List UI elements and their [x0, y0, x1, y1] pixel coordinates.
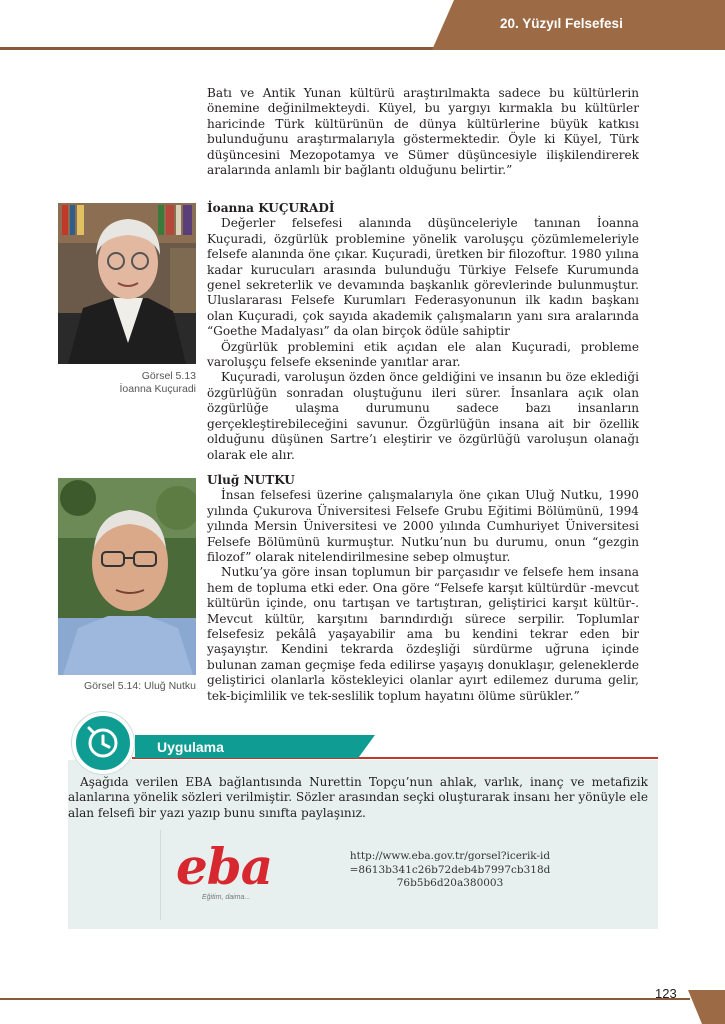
- uygulama-text: Aşağıda verilen EBA bağlantısında Nurettin Topçu’nun ahlak, varlık, inanç ve metafizik alanlarına yönelik sözleri verilmiştir. Sözler arasından seçki oluşturarak insanı her yönüyle ele alan felsefi bir yazı yazıp bunu sınıfta paylaşınız.: [68, 775, 648, 820]
- kucuradi-paragraph-1: Değerler felsefesi alanında düşünceleriyle tanınan İoanna Kuçuradi, özgürlük problemine yönelik varoluşçu çözümlemeleriyle felsefe alanında öne çıkar. Kuçuradi, üretken bir filozoftur. 1980 yılına kadar kurucuları arasında bulunduğu Türkiye Felsefe Kurumunda genel sekreterlik ve devamında başkanlık görevlerinde bulunmuştur. Uluslararası Felsefe Kurumları Federasyonunun ilk kadın başkanı olan Kuçuradi, çok sayıda akademik çalışmaların yanı sıra aralarında “Goethe Madalyası” da olan birçok ödüle sahiptir: [207, 216, 639, 339]
- kucuradi-paragraph-2: Özgürlük problemini etik açıdan ele alan Kuçuradi, probleme varoluşçu felsefe ekseninde yanıtlar arar.: [207, 339, 639, 370]
- kucuradi-caption-name: İoanna Kuçuradi: [119, 383, 196, 395]
- nutku-caption: Görsel 5.14: Uluğ Nutku: [83, 680, 196, 692]
- footer-rule: [0, 998, 690, 1000]
- eba-logo-wordmark: eba: [176, 837, 273, 896]
- chapter-title: 20. Yüzyıl Felsefesi: [500, 16, 623, 31]
- intro-text-block: [207, 86, 639, 178]
- uygulama-label: Uygulama: [157, 739, 224, 755]
- nutku-heading: Uluğ NUTKU: [207, 473, 295, 487]
- kucuradi-caption: [58, 370, 196, 396]
- eba-logo-tagline: Eğitim, daima...: [202, 894, 251, 901]
- eba-link-line-2: =8613b341c26b72deb4b7997cb318d: [349, 863, 551, 876]
- clock-icon: [76, 716, 130, 770]
- nutku-paragraph-2: Nutku’ya göre insan toplumun bir parçasıdır ve felsefe hem insana hem de topluma etki eder. Ona göre “Felsefe karşıt kültürdür -mevcut kültürün içinde, onu tartışan ve tartıştıran, geliştirici karşıt kültür-. Mevcut kültür, karşıtını barındırdığı sürece serpilir. Toplumlar felsefesiz pekâlâ yaşayabilir ama bu kendini tekrar eden bir yaşayıştır. Kendini tekrarda özdeşliği sürdürme uğruna içinde bulunan zaman geçmişe feda edilirse yaşayış donuklaşır, geleneklerde geliştirici olanlarla köstekleyici olanlar ayırt edilemez duruma gelir, tek-biçimlilik ve tek-seslilik toplum hayatını ölüme sürükler.”: [207, 565, 639, 703]
- kucuradi-photo: [58, 203, 196, 364]
- kucuradi-paragraph-3: Kuçuradi, varoluşun özden önce geldiğini ve insanın bu öze eklediği özgürlüğün sonradan oluştuğunu ileri sürer. İnsanlara açık olan özgürlüğe ulaşma durumunu sadece bazı insanların gerçekleştirebileceğini savunur. Özgürlüğün insana ait bir özellik olduğunu düşünen Sartre’ı eleştirir ve özgürlüğü varoluşun olanağı olarak ele alır.: [207, 370, 639, 462]
- eba-link-line-3: 76b5b6d20a380003: [396, 877, 504, 889]
- eba-link[interactable]: [345, 850, 555, 891]
- intro-paragraph: Batı ve Antik Yunan kültürü araştırılmakta sadece bu kültürlerin önemine değinilmekteydi. Küyel, bu yargıyı kırmakla bu kültürler haricinde Türk kültürünün de dünya kültürlerine büyük katkısı bulunduğunu araştırmalarıyla göstermektedir. Öyle ki Küyel, Türk düşüncesini Mezopotamya ve Sümer düşüncesiyle ilişkilendirerek aralarında anlamlı bir bağlantı olduğunu belirtir.”: [207, 86, 639, 178]
- uygulama-badge: [72, 712, 134, 774]
- nutku-paragraph-1: İnsan felsefesi üzerine çalışmalarıyla öne çıkan Uluğ Nutku, 1990 yılında Çukurova Üniversitesi Felsefe Grubu Eğitimi Bölümünü, 1994 yılında Mersin Üniversitesi ve 2000 yılında Cumhuriyet Üniversitesi Felsefe Bölümünü kurmuştur. Nutku’nun bu durumu, onun “gezgin filozof” olarak nitelendirilmesine sebep olmuştur.: [207, 488, 639, 565]
- header-rule: [0, 47, 460, 50]
- eba-logo: [176, 837, 273, 901]
- nutku-photo: [58, 478, 196, 675]
- page-number: 123: [655, 986, 677, 1001]
- eba-link-line-1: http://www.eba.gov.tr/gorsel?icerik-id: [349, 850, 551, 862]
- eba-separator: [160, 830, 161, 920]
- footer-tab: [688, 990, 725, 1024]
- kucuradi-caption-number: Görsel 5.13: [141, 370, 196, 382]
- kucuradi-section: [207, 201, 639, 463]
- nutku-section: [207, 473, 639, 704]
- kucuradi-heading: İoanna KUÇURADİ: [207, 201, 335, 215]
